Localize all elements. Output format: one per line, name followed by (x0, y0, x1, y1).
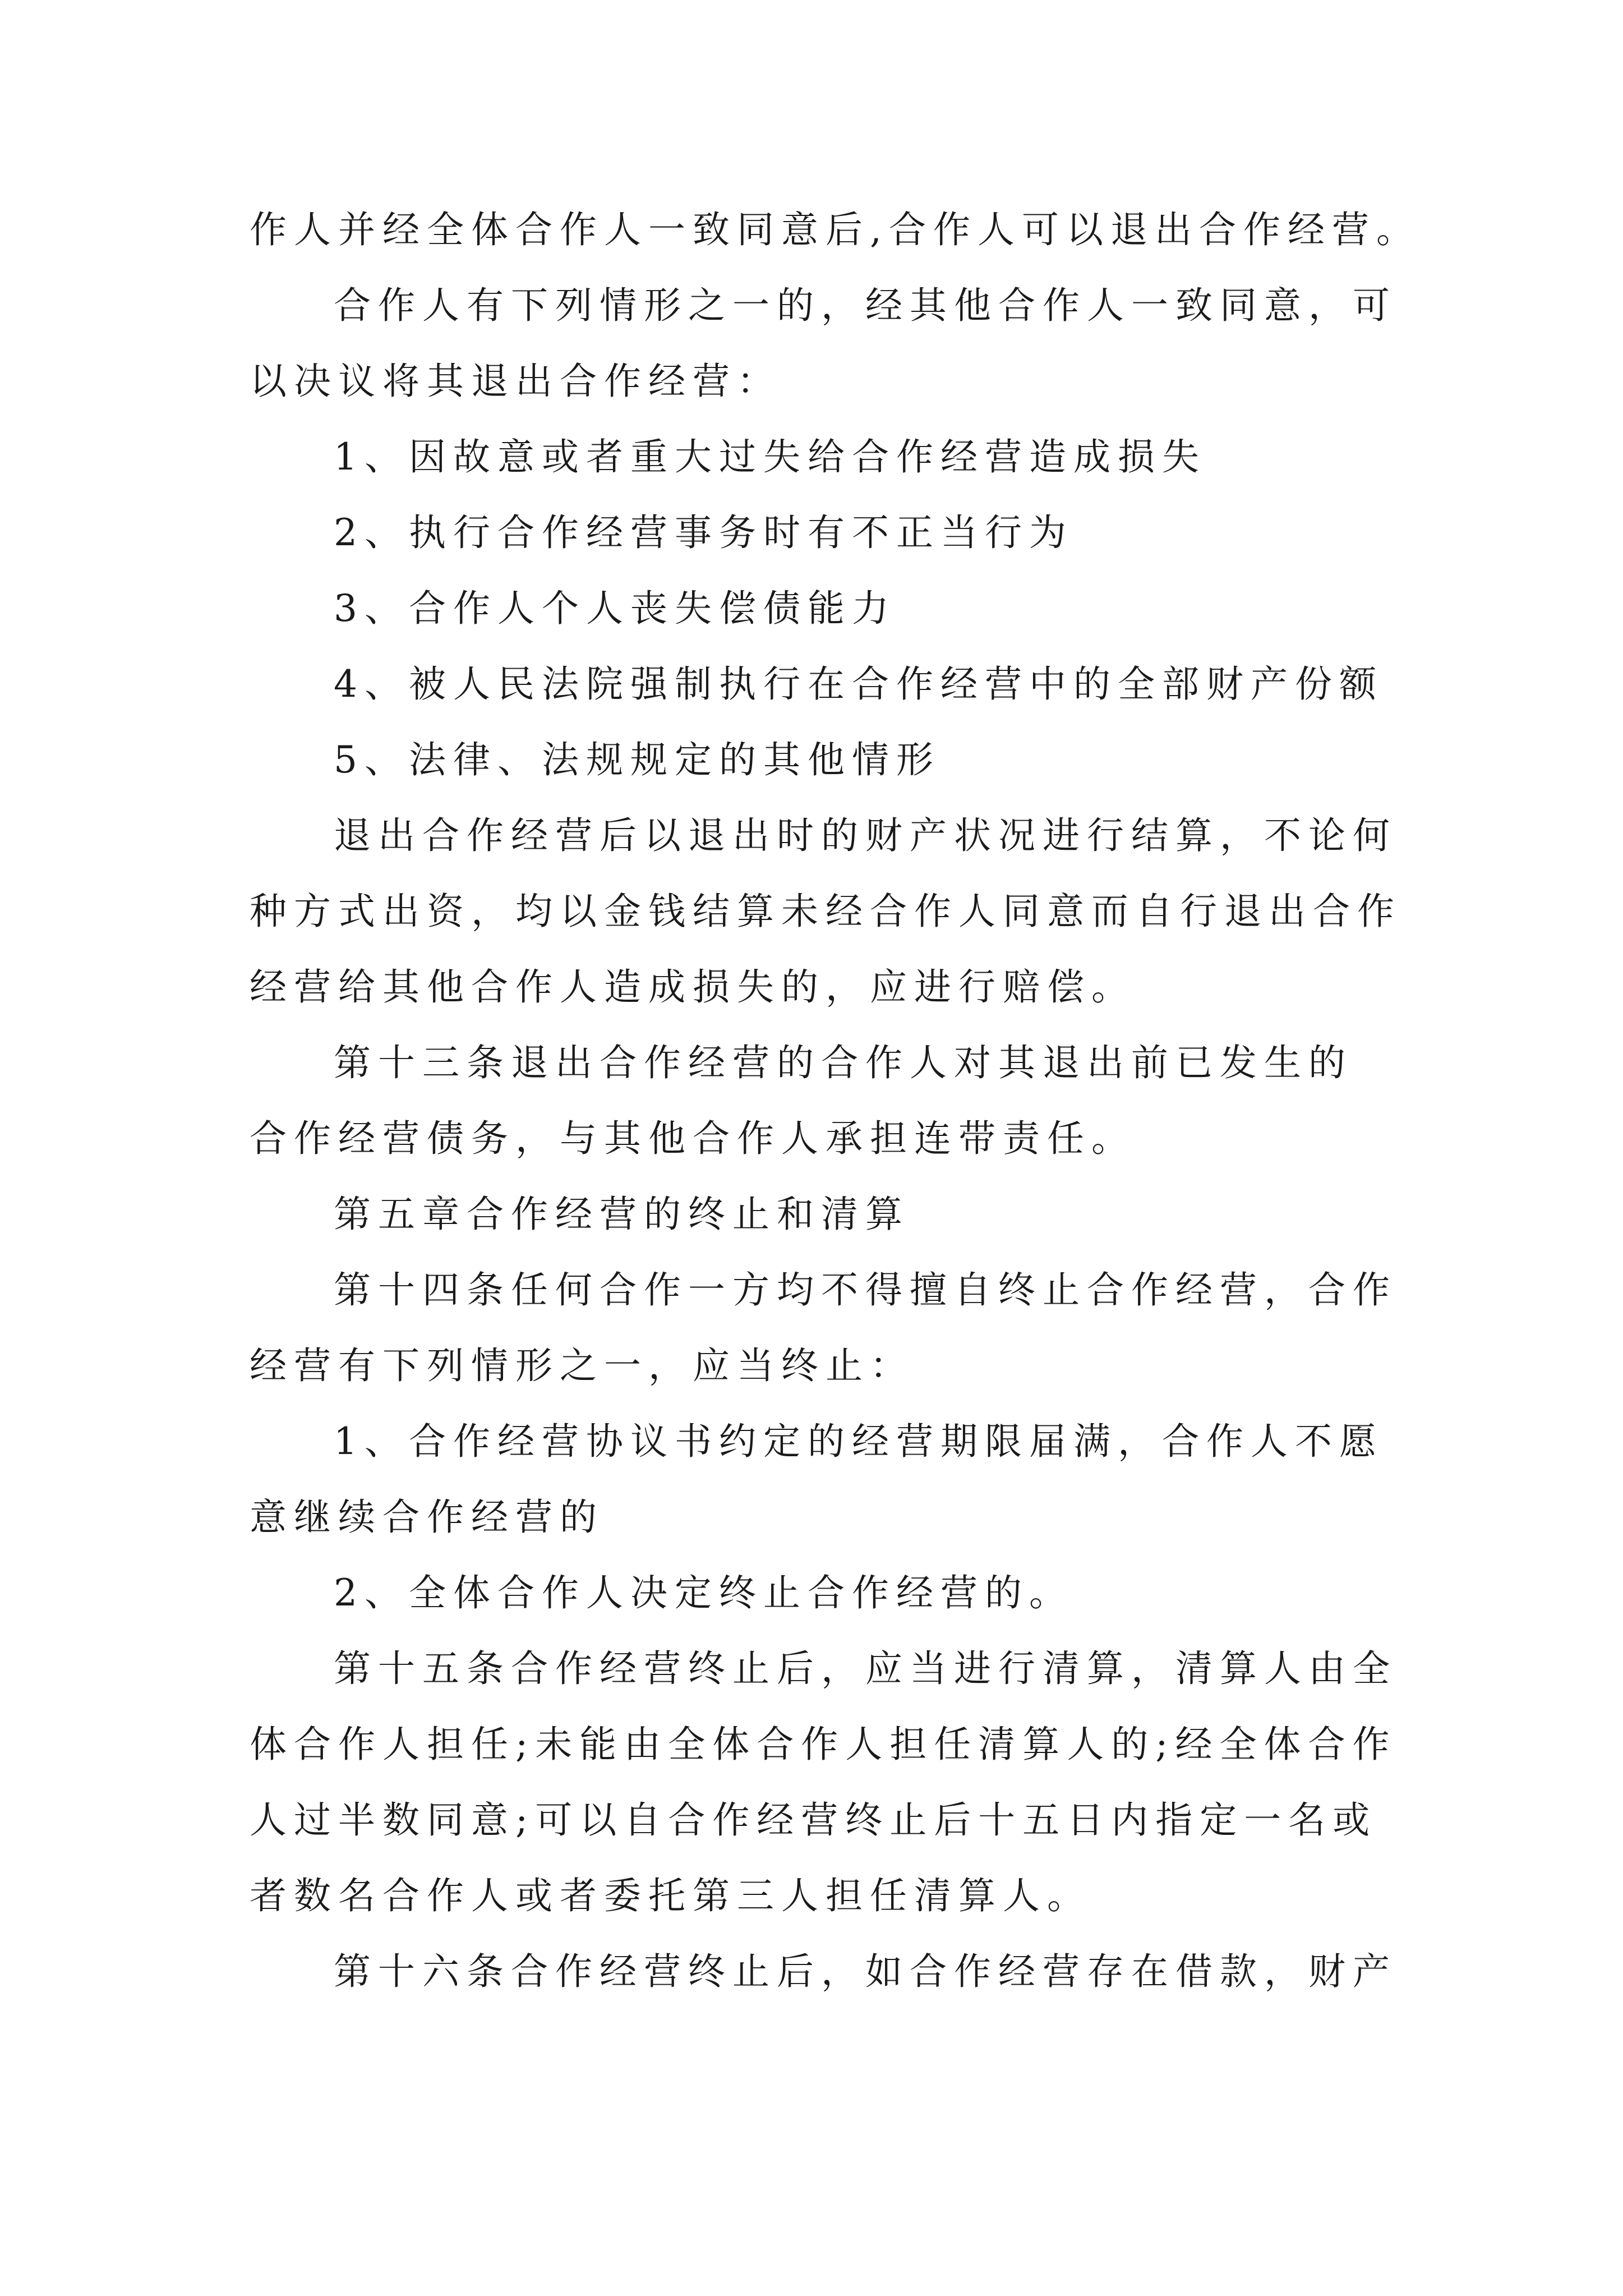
text-line: 体合作人担任;未能由全体合作人担任清算人的;经全体合作 (250, 1723, 1397, 1766)
list-item: 3、合作人个人丧失偿债能力 (334, 587, 896, 630)
list-item: 4、被人民法院强制执行在合作经营中的全部财产份额 (334, 662, 1384, 706)
chapter-heading: 第五章合作经营的终止和清算 (334, 1193, 910, 1236)
text-line: 以决议将其退出合作经营： (250, 360, 781, 403)
text-line: 经营给其他合作人造成损失的，应进行赔偿。 (250, 965, 1136, 1009)
text-line: 种方式出资，均以金钱结算未经合作人同意而自行退出合作 (250, 890, 1401, 933)
list-item: 2、执行合作经营事务时有不正当行为 (334, 511, 1073, 554)
list-item: 1、因故意或者重大过失给合作经营造成损失 (334, 435, 1206, 478)
text-line: 合作经营债务，与其他合作人承担连带责任。 (250, 1117, 1136, 1160)
text-line: 者数名合作人或者委托第三人担任清算人。 (250, 1874, 1091, 1917)
text-line: 作人并经全体合作人一致同意后,合作人可以退出合作经营。 (250, 208, 1421, 251)
text-line: 人过半数同意;可以自合作经营终止后十五日内指定一名或 (250, 1798, 1377, 1842)
list-item: 5、法律、法规规定的其他情形 (334, 738, 940, 781)
list-item: 2、全体合作人决定终止合作经营的。 (334, 1571, 1073, 1614)
text-line: 经营有下列情形之一，应当终止： (250, 1344, 914, 1387)
article-13: 第十三条退出合作经营的合作人对其退出前已发生的 (334, 1041, 1353, 1084)
text-line: 意继续合作经营的 (250, 1496, 604, 1539)
article-16: 第十六条合作经营终止后，如合作经营存在借款，财产 (334, 1950, 1397, 1993)
list-item: 1、合作经营协议书约定的经营期限届满，合作人不愿 (334, 1420, 1384, 1463)
article-14: 第十四条任何合作一方均不得擅自终止合作经营，合作 (334, 1268, 1397, 1312)
article-15: 第十五条合作经营终止后，应当进行清算，清算人由全 (334, 1647, 1397, 1690)
paragraph-first-line: 合作人有下列情形之一的，经其他合作人一致同意，可 (334, 284, 1397, 327)
paragraph-first-line: 退出合作经营后以退出时的财产状况进行结算，不论何 (334, 814, 1397, 857)
